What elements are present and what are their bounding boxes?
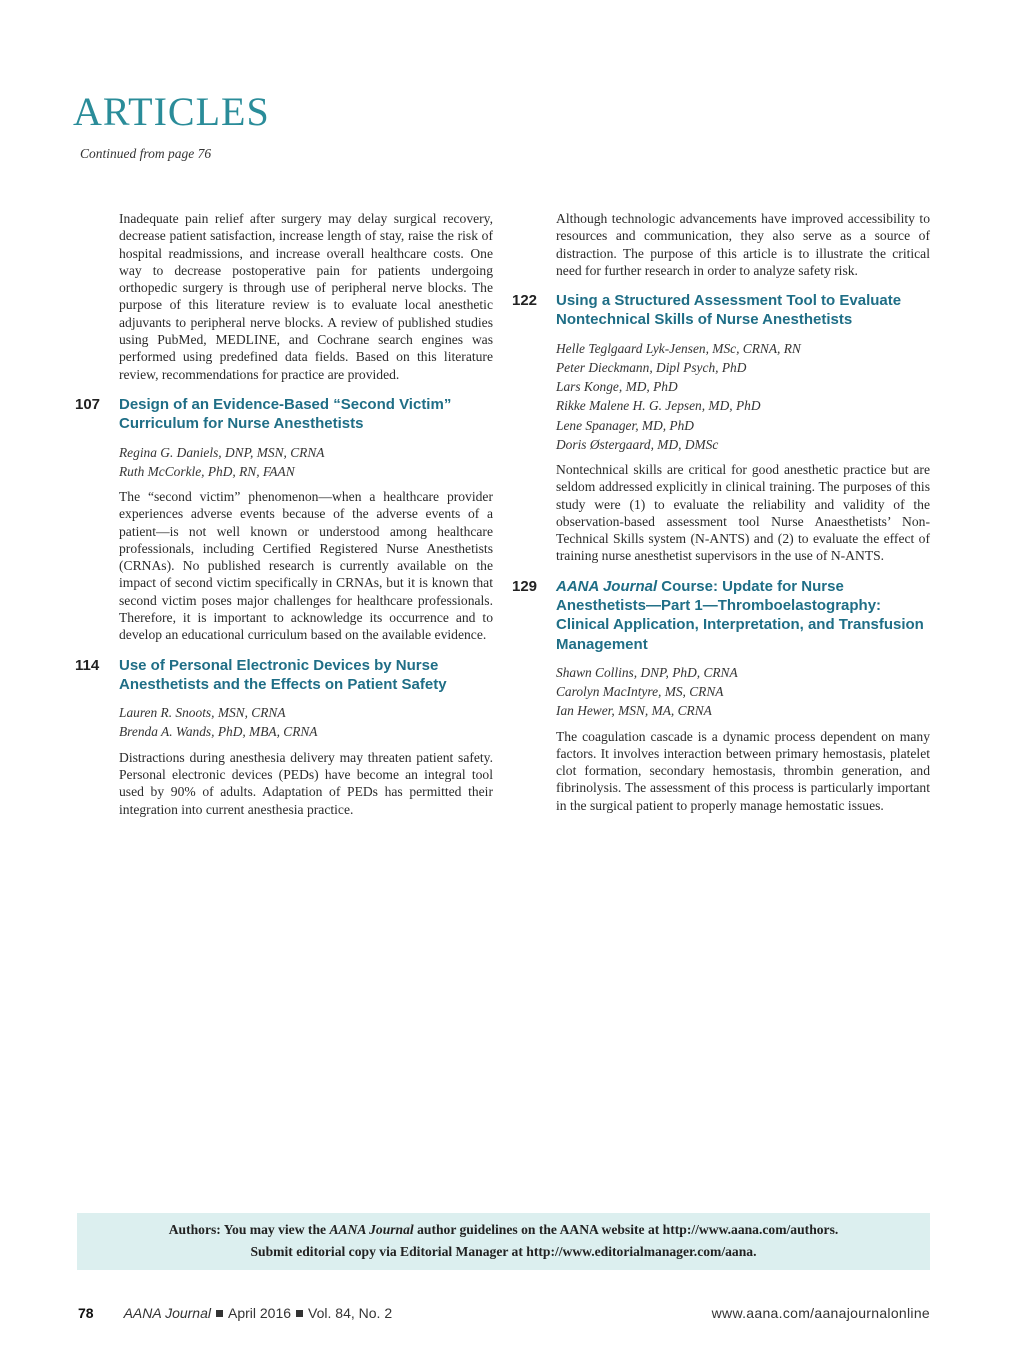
continued-abstract: Although technologic advancements have improved accessibility to resources and communication, they also serve as a source of distraction. The purpose of this article is to illustrate the critical need for further research in order to analyze safety risk. <box>556 211 930 278</box>
author-name: Rikke Malene H. G. Jepsen, MD, PhD <box>556 398 761 414</box>
author-name: Brenda A. Wands, PhD, MBA, CRNA <box>119 724 318 740</box>
author-list <box>556 663 930 721</box>
article-entry-122 <box>512 291 930 565</box>
continued-note: Continued from page 76 <box>80 146 212 161</box>
article-entry-107 <box>75 395 493 644</box>
article-entry-114 <box>75 656 493 818</box>
author-guidelines-notice <box>77 1213 930 1270</box>
article-abstract: The “second victim” phenomenon—when a healthcare provider experiences adverse events because of the adverse events of a patient—is not well known or understood among healthcare professionals, including Certified Registered Nurse Anesthetists (CRNAs). No published research is currently available on the impact of second victim specifically in CRNAs, but it is known that second victim poses major challenges for healthcare professionals. Therefore, it is important to acknowledge its occurrence and to develop an educational curriculum based on the available evidence. <box>119 488 493 643</box>
author-name: Helle Teglgaard Lyk-Jensen, MSc, CRNA, RN <box>556 340 801 356</box>
author-name: Lars Konge, MD, PhD <box>556 379 678 395</box>
article-page-number: 107 <box>75 395 101 413</box>
author-name: Ian Hewer, MSN, MA, CRNA <box>556 703 712 719</box>
author-name: Regina G. Daniels, DNP, MSN, CRNA <box>119 444 325 460</box>
author-name: Peter Dieckmann, Dipl Psych, PhD <box>556 359 747 375</box>
author-list <box>119 443 493 481</box>
right-column <box>512 210 930 824</box>
article-abstract: The coagulation cascade is a dynamic process dependent on many factors. It involves interaction between primary hemostasis, platelet clot formation, secondary hemostasis, thrombin generation, and fibrinolysis. The assessment of this process is particularly important in the surgical patient to properly manage hemostatic issues. <box>556 728 930 813</box>
page-footer <box>78 1305 930 1325</box>
article-title-link[interactable]: Use of Personal Electronic Devices by Nurse Anesthetists and the Effects on Patient Safety <box>119 656 447 693</box>
article-title-link[interactable]: Design of an Evidence-Based “Second Victim” Curriculum for Nurse Anesthetists <box>119 395 452 433</box>
bullet-square-icon <box>296 1310 303 1317</box>
notice-text: Authors: You may view the <box>168 1222 330 1237</box>
section-title: ARTICLES <box>73 89 270 134</box>
notice-journal-name: AANA Journal <box>329 1222 414 1237</box>
notice-guidelines-link[interactable]: author guidelines on the AANA website at http://www.aana.com/authors. <box>413 1222 839 1237</box>
bullet-square-icon <box>216 1310 223 1317</box>
journal-name-italic: AANA Journal <box>556 577 658 595</box>
author-name: Carolyn MacIntyre, MS, CRNA <box>556 684 724 700</box>
notice-line-1 <box>77 1219 930 1241</box>
author-name: Shawn Collins, DNP, PhD, CRNA <box>556 664 738 680</box>
article-title-link[interactable]: Using a Structured Assessment Tool to Evaluate Nontechnical Skills of Nurse Anesthetists <box>556 292 902 329</box>
journal-name: AANA Journal <box>123 1305 211 1321</box>
author-list <box>556 339 930 454</box>
article-page-number: 122 <box>512 292 538 310</box>
article-title-link[interactable] <box>556 577 930 654</box>
notice-line-2[interactable]: Submit editorial copy via Editorial Manager at http://www.editorialmanager.com/aana. <box>250 1244 757 1259</box>
article-page-number: 114 <box>75 656 100 674</box>
journal-url-link[interactable]: www.aana.com/aanajournalonline <box>711 1305 930 1321</box>
article-page-number: 129 <box>512 577 538 595</box>
page-number: 78 <box>78 1305 94 1321</box>
article-abstract: Distractions during anesthesia delivery may threaten patient safety. Personal electronic devices (PEDs) have become an integral tool used by 90% of adults. Adaptation of PEDs has permitted their integration into current anesthesia practice. <box>119 749 493 817</box>
author-name: Lauren R. Snoots, MSN, CRNA <box>119 705 286 721</box>
article-entry-129 <box>512 577 930 814</box>
author-list <box>119 703 493 741</box>
author-name: Ruth McCorkle, PhD, RN, FAAN <box>119 463 295 479</box>
intro-abstract: Inadequate pain relief after surgery may delay surgical recovery, decrease patient satisfaction, increase length of stay, raise the risk of hospital readmissions, and increase overall healthcare costs. One way to decrease postoperative pain for patients undergoing orthopedic surgery is through use of peripheral nerve blocks. The purpose of this literature review is to evaluate local anesthetic adjuvants to peripheral nerve blocks. A review of published studies using PubMed, MEDLINE, and Cochrane search engines was performed using predefined data fields. Based on this literature review, recommendations for practice are provided. <box>119 211 493 382</box>
left-column <box>75 210 493 828</box>
issue-date: April 2016 <box>228 1305 292 1321</box>
article-title-text: Course: Update for Nurse Anesthetists—Part 1—Thromboelastography: Clinical Application, Interpretation, and Transfusion Management <box>556 577 924 653</box>
article-abstract: Nontechnical skills are critical for good anesthetic practice but are seldom addressed explicitly in clinical training. The purposes of this study were (1) to evaluate the reliability and validity of the observation-based assessment tool Nurse Anaesthetists’ Non-Technical Skills system (N-ANTS) and (2) to evaluate the effect of training nurse anesthetist supervisors in the use of N-ANTS. <box>556 462 930 564</box>
author-name: Doris Østergaard, MD, DMSc <box>556 436 719 452</box>
author-name: Lene Spanager, MD, PhD <box>556 417 694 433</box>
volume-info: Vol. 84, No. 2 <box>308 1305 393 1321</box>
